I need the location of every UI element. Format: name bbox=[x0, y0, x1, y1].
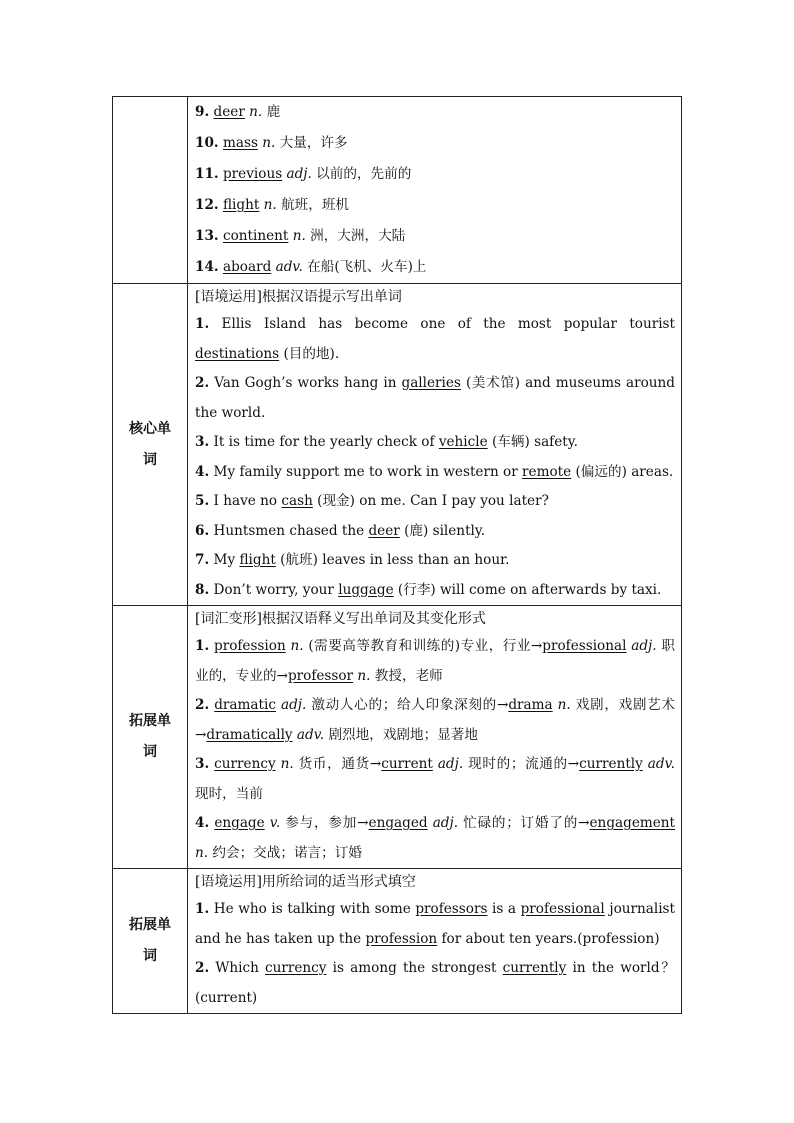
meaning: 大量，许多 bbox=[279, 135, 348, 151]
item-number: 4. bbox=[195, 815, 210, 831]
part-of-speech: adj. bbox=[631, 638, 657, 654]
answer-word: vehicle bbox=[438, 434, 488, 450]
item-number: 14. bbox=[195, 259, 219, 275]
sentence-text: is a bbox=[487, 901, 521, 917]
list-item bbox=[195, 517, 675, 547]
list-item bbox=[195, 310, 675, 369]
meaning: 现时，当前 bbox=[195, 785, 263, 802]
item-number: 3. bbox=[195, 756, 210, 772]
sentence-text: (车辆) safety. bbox=[487, 434, 578, 450]
item-number: 1. bbox=[195, 316, 210, 332]
meaning: 激动人心的；给人印象深刻的→ bbox=[311, 697, 509, 713]
list-item bbox=[195, 128, 675, 159]
list-item bbox=[195, 221, 675, 252]
part-of-speech: v. bbox=[269, 815, 281, 831]
answer-word: continent bbox=[222, 228, 289, 244]
row-label-cell bbox=[113, 869, 188, 1014]
sentence-text: (现金) on me. Can I pay you later? bbox=[312, 493, 549, 509]
part-of-speech: n. bbox=[249, 104, 263, 120]
answer-word: deer bbox=[213, 104, 245, 120]
sentence-text: He who is talking with some bbox=[213, 901, 416, 917]
word-list-cell bbox=[188, 97, 682, 284]
meaning: 鹿 bbox=[266, 104, 281, 120]
item-number: 10. bbox=[195, 135, 219, 151]
part-of-speech: adj. bbox=[280, 697, 307, 713]
answer-word: flight bbox=[222, 197, 260, 213]
part-of-speech: adj. bbox=[437, 756, 464, 772]
list-item bbox=[195, 632, 675, 691]
list-item bbox=[195, 190, 675, 221]
list-item bbox=[195, 487, 675, 517]
list-item bbox=[195, 546, 675, 576]
item-number: 12. bbox=[195, 197, 219, 213]
answer-word: professor bbox=[287, 667, 354, 684]
list-item bbox=[195, 458, 675, 488]
sentence-text: My family support me to work in western or bbox=[213, 463, 523, 480]
item-number: 3. bbox=[195, 434, 210, 450]
meaning: 职业的，专业的→ bbox=[195, 638, 675, 684]
answer-word: professors bbox=[415, 901, 488, 917]
meaning: 现时的；流通的→ bbox=[468, 756, 580, 772]
item-number: 2. bbox=[195, 375, 210, 391]
answer-word: currently bbox=[579, 756, 643, 772]
list-item bbox=[195, 97, 675, 128]
meaning: (需要高等教育和训练的)专业，行业→ bbox=[308, 638, 543, 654]
answer-word: previous bbox=[222, 166, 283, 182]
meaning: 航班，班机 bbox=[281, 197, 350, 213]
sentence-text: (鹿) silently. bbox=[399, 522, 486, 539]
answer-word: current bbox=[381, 756, 433, 772]
section-header: [词汇变形]根据汉语释义写出单词及其变化形式 bbox=[195, 611, 486, 627]
table-row bbox=[113, 606, 682, 869]
section-label: 核心单词 bbox=[129, 420, 171, 468]
sentence-text: is among the strongest bbox=[326, 960, 503, 976]
meaning: 约会；交战；诺言；订婚 bbox=[212, 844, 362, 861]
item-number: 5. bbox=[195, 493, 210, 509]
part-of-speech: n. bbox=[262, 135, 276, 151]
item-number: 1. bbox=[195, 901, 210, 917]
item-number: 2. bbox=[195, 960, 210, 976]
section-header: [语境运用]根据汉语提示写出单词 bbox=[195, 289, 402, 305]
part-of-speech: n. bbox=[280, 756, 294, 772]
exercise-cell bbox=[188, 284, 682, 606]
list-item bbox=[195, 428, 675, 458]
answer-word: aboard bbox=[222, 259, 272, 275]
section-label: 拓展单词 bbox=[129, 713, 171, 760]
table-row bbox=[113, 97, 682, 284]
row-label-cell bbox=[113, 284, 188, 606]
sentence-text: for about ten years.(profession) bbox=[437, 930, 660, 947]
sentence-text: (目的地). bbox=[279, 345, 340, 362]
meaning: 洲，大洲，大陆 bbox=[310, 228, 406, 244]
list-item bbox=[195, 576, 675, 606]
answer-word: dramatically bbox=[206, 726, 293, 743]
list-item bbox=[195, 252, 675, 283]
answer-word: currently bbox=[502, 960, 567, 976]
section-header: [语境运用]用所给词的适当形式填空 bbox=[195, 874, 416, 890]
table-row bbox=[113, 869, 682, 1014]
sentence-text: Van Gogh’s works hang in bbox=[214, 375, 402, 391]
vocabulary-table bbox=[112, 96, 682, 1014]
answer-word: destinations bbox=[195, 345, 280, 362]
part-of-speech: n. bbox=[263, 197, 277, 213]
part-of-speech: n. bbox=[292, 228, 306, 244]
answer-word: luggage bbox=[338, 581, 394, 598]
item-number: 7. bbox=[195, 552, 210, 568]
meaning: 剧烈地，戏剧地；显著地 bbox=[328, 726, 478, 743]
meaning: 货币，通货→ bbox=[298, 756, 382, 772]
item-number: 8. bbox=[195, 581, 210, 598]
list-item bbox=[195, 809, 675, 868]
item-number: 2. bbox=[195, 697, 210, 713]
sentence-text: Huntsmen chased the bbox=[213, 522, 369, 539]
item-number: 6. bbox=[195, 522, 210, 539]
meaning: 以前的，先前的 bbox=[316, 166, 412, 182]
sentence-text: (行李) will come on afterwards by taxi. bbox=[393, 581, 662, 598]
list-item bbox=[195, 369, 675, 428]
answer-word: engagement bbox=[589, 815, 676, 831]
meaning: 戏剧，戏剧艺术→ bbox=[195, 697, 676, 743]
sentence-text: journalist and he has taken up the bbox=[195, 901, 675, 947]
item-number: 11. bbox=[195, 166, 219, 182]
part-of-speech: n. bbox=[290, 638, 304, 654]
meaning: 忙碌的；订婚了的→ bbox=[463, 815, 590, 831]
part-of-speech: n. bbox=[195, 844, 209, 861]
item-number: 13. bbox=[195, 228, 219, 244]
answer-word: galleries bbox=[401, 375, 461, 391]
part-of-speech: adv. bbox=[296, 726, 325, 743]
answer-word: engage bbox=[214, 815, 265, 831]
part-of-speech: adv. bbox=[647, 756, 675, 772]
part-of-speech: n. bbox=[557, 697, 571, 713]
exercise-cell bbox=[188, 606, 682, 869]
sentence-text: Don’t worry, your bbox=[213, 581, 339, 598]
answer-word: professional bbox=[542, 638, 627, 654]
answer-word: drama bbox=[508, 697, 553, 713]
item-number: 1. bbox=[195, 638, 210, 654]
item-number: 4. bbox=[195, 463, 210, 480]
answer-word: cash bbox=[281, 493, 313, 509]
list-item bbox=[195, 895, 675, 954]
sentence-text: My bbox=[213, 552, 240, 568]
list-item bbox=[195, 954, 675, 1013]
answer-word: dramatic bbox=[214, 697, 276, 713]
meaning: 教授，老师 bbox=[374, 667, 443, 684]
exercise-cell bbox=[188, 869, 682, 1014]
answer-word: flight bbox=[239, 552, 276, 568]
part-of-speech: adv. bbox=[275, 259, 303, 275]
part-of-speech: adj. bbox=[432, 815, 459, 831]
sentence-text: (美术馆) and museums around the world. bbox=[195, 375, 676, 421]
answer-word: currency bbox=[214, 756, 276, 772]
answer-word: mass bbox=[222, 135, 258, 151]
answer-word: professional bbox=[520, 901, 605, 917]
table-row bbox=[113, 284, 682, 606]
meaning: 在船(飞机、火车)上 bbox=[307, 259, 427, 275]
sentence-text: I have no bbox=[213, 493, 282, 509]
meaning: 参与，参加→ bbox=[285, 815, 369, 831]
part-of-speech: adj. bbox=[286, 166, 312, 182]
answer-word: remote bbox=[522, 463, 572, 480]
answer-word: deer bbox=[368, 522, 400, 539]
answer-word: engaged bbox=[368, 815, 428, 831]
sentence-text: (航班) leaves in less than an hour. bbox=[275, 552, 510, 568]
list-item bbox=[195, 750, 675, 809]
sentence-text: It is time for the yearly check of bbox=[213, 434, 439, 450]
row-label-cell bbox=[113, 97, 188, 284]
section-label: 拓展单词 bbox=[129, 917, 171, 964]
list-item bbox=[195, 691, 675, 750]
sentence-text: Which bbox=[215, 960, 266, 976]
list-item bbox=[195, 159, 675, 190]
answer-word: currency bbox=[265, 960, 327, 976]
sentence-text: Ellis Island has become one of the most popular tourist bbox=[221, 316, 676, 332]
part-of-speech: n. bbox=[357, 667, 371, 684]
sentence-text: (偏远的) areas. bbox=[571, 463, 674, 480]
answer-word: profession bbox=[365, 930, 438, 947]
sentence-text: in the world？(current) bbox=[195, 960, 676, 1006]
answer-word: profession bbox=[214, 638, 286, 654]
row-label-cell bbox=[113, 606, 188, 869]
item-number: 9. bbox=[195, 104, 210, 120]
